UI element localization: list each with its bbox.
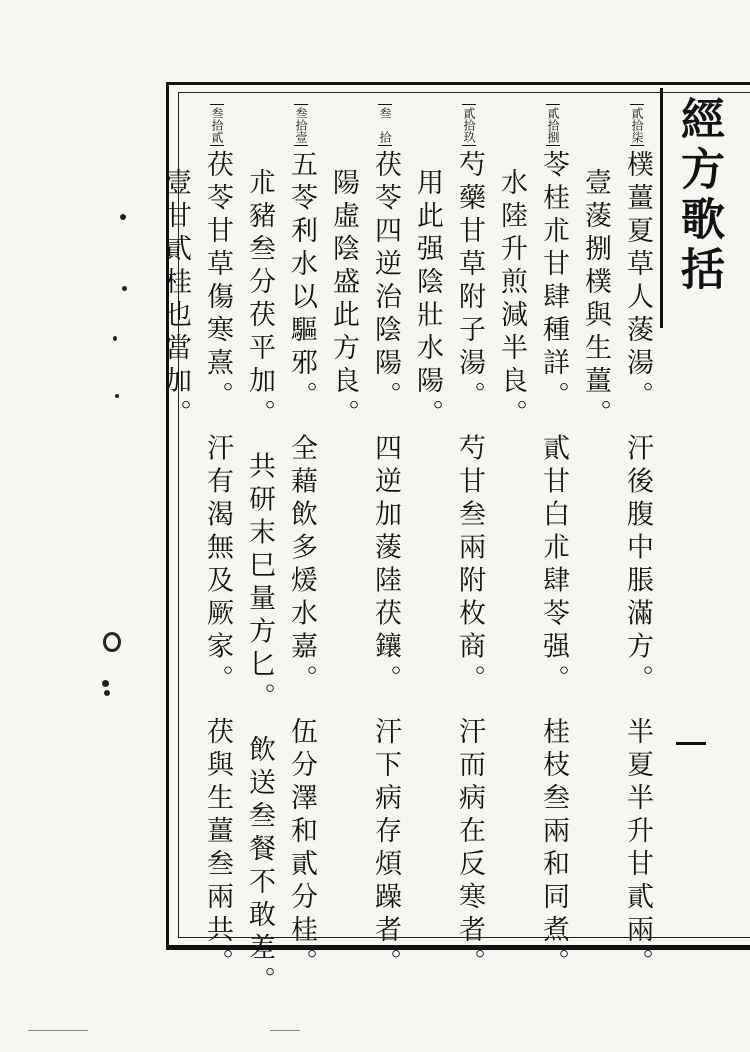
edge-mark bbox=[270, 1030, 300, 1031]
verse-text: 樸薑夏草人蔆湯。 汗後腹中脹滿方。 半夏半升甘貳兩。 bbox=[622, 150, 653, 981]
verse-text: 朮豬叁分茯平加。 共研末巳量方匕。 飲送叁餐不敢差。 bbox=[244, 168, 275, 999]
verse-text: 茯苓四逆治陰陽。 四逆加蔆陸茯鑲。 汗下病存煩躁者。 bbox=[370, 150, 401, 981]
verse-text: 壹蔆捌樸與生薑。 bbox=[580, 168, 611, 432]
ink-speck bbox=[120, 214, 126, 220]
verse-text: 五苓利水以驅邪。 全藉飲多煖水嘉。 伍分澤和貳分桂。 bbox=[286, 150, 317, 981]
ink-speck bbox=[102, 680, 109, 687]
title-rule bbox=[660, 88, 663, 328]
book-title: 經方歌括 bbox=[673, 96, 724, 296]
verse-text: 陽虛陰盛此方良。 bbox=[328, 168, 359, 432]
verse-number-tag: 貳拾捌 bbox=[546, 104, 560, 146]
text-column bbox=[580, 168, 610, 432]
verse-number-tag: 叁拾貳 bbox=[210, 104, 224, 146]
text-column bbox=[286, 104, 316, 981]
text-column bbox=[538, 104, 568, 981]
verse-number-tag: 貳拾玖 bbox=[462, 104, 476, 146]
text-column bbox=[370, 104, 400, 981]
page-number bbox=[676, 742, 706, 745]
text-column bbox=[160, 168, 190, 432]
edge-mark bbox=[28, 1030, 88, 1031]
verse-text: 苓桂朮甘肆種詳。 貳甘白朮肆苓强。 桂枝叁兩和同煮。 bbox=[538, 150, 569, 981]
text-column bbox=[328, 168, 358, 432]
ink-speck bbox=[113, 336, 117, 341]
verse-number-tag: 叁拾壹 bbox=[294, 104, 308, 146]
verse-number-tag: 叁 拾 bbox=[378, 104, 392, 146]
verse-text: 芍藥甘草附子湯。 芍甘叁兩附枚商。 汗而病在反寒者。 bbox=[454, 150, 485, 981]
ink-speck bbox=[122, 286, 127, 291]
ink-speck bbox=[103, 632, 121, 652]
verse-text: 水陸升煎減半良。 bbox=[496, 168, 527, 432]
ink-speck bbox=[104, 690, 110, 696]
text-column bbox=[622, 104, 652, 981]
verse-text: 茯苓甘草傷寒熹。 汗有渴無及厥家。 茯與生薑叁兩共。 bbox=[202, 150, 233, 981]
verse-text: 壹甘貳桂也當加。 bbox=[160, 168, 191, 432]
text-column bbox=[412, 168, 442, 432]
verse-number-tag: 貳拾柒 bbox=[630, 104, 644, 146]
text-column bbox=[202, 104, 232, 981]
text-column bbox=[454, 104, 484, 981]
text-column bbox=[496, 168, 526, 432]
verse-text: 用此强陰壯水陽。 bbox=[412, 168, 443, 432]
ink-speck bbox=[115, 394, 119, 398]
text-column bbox=[244, 168, 274, 999]
